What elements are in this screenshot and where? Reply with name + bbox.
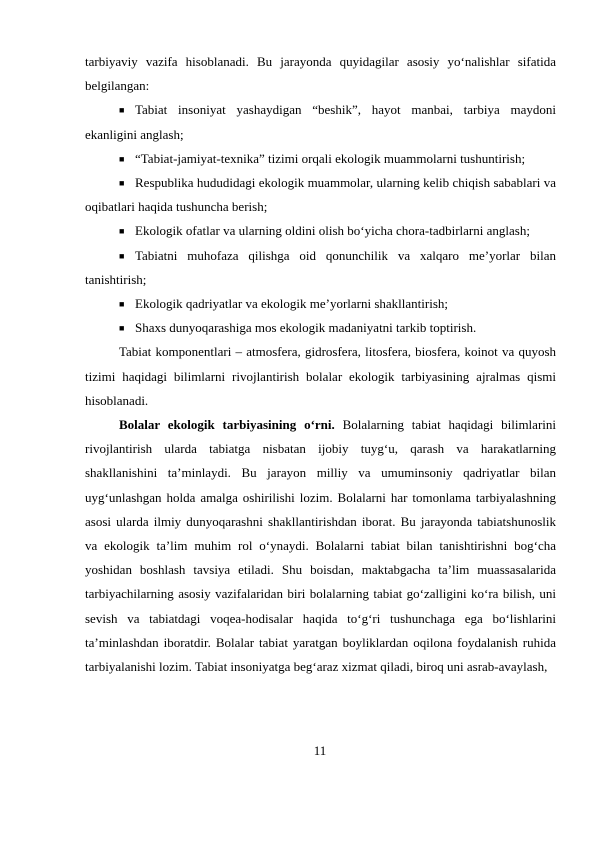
bullet-icon: ■ (119, 105, 125, 116)
bullet-text: Ekologik ofatlar va ularning oldini olish bo‘yicha chora-tadbirlarni anglash; (135, 223, 530, 239)
bullet-item-7 (85, 316, 556, 340)
bullet-icon: ■ (119, 178, 125, 189)
bullet-item-1 (85, 98, 556, 146)
bullet-icon: ■ (119, 250, 125, 261)
bullet-text: Ekologik qadriyatlar va ekologik me’yorlarni shakllantirish; (135, 296, 449, 312)
tabiat-komponentlari-paragraph: Tabiat komponentlari – atmosfera, gidrosfera, litosfera, biosfera, koinot va quyosh tizimi haqidagi bilimlarni rivojlantirish bolalar ekologik tarbiyasining ajralmas qismi hisoblanadi. (85, 344, 556, 408)
bullet-text: Shaxs dunyoqarashiga mos ekologik madaniyatni tarkib toptirish. (135, 320, 477, 336)
bullet-item-6 (85, 292, 556, 316)
bullet-icon: ■ (119, 323, 125, 334)
bullet-item-2 (85, 147, 556, 171)
page-content (85, 50, 556, 679)
bullet-icon: ■ (119, 299, 125, 310)
bullet-icon: ■ (119, 153, 125, 164)
bullet-text: Tabiat insoniyat yashaydigan “beshik”, hayot manbai, tarbiya maydoni ekanligini anglash; (85, 102, 556, 142)
bullet-item-5 (85, 244, 556, 292)
section-body: Bolalarning tabiat haqidagi bilimlarini rivojlantirish ularda tabiatga nisbatan ijobiy tuyg‘u, qarash va harakatlarning shakllanishini ta’minlaydi. Bu jarayon milliy va umuminsoniy qadriyatlar bilan uyg‘unlashgan holda amalga oshirilishi lozim. Bolalarni har tomonlama tarbiyalashning asosi ularda ilmiy dunyoqarashni shakllantirishdan iborat. Bu jarayonda tabiatshunoslik va ekologik ta’lim muhim rol o‘ynaydi. Bolalarni tabiat bilan tanishtirishni bog‘cha yoshidan boshlash tavsiya etiladi. Shu boisdan, maktabgacha ta’lim muassasalarida tarbiyachilarning asosiy vazifalaridan biri bolalarning tabiat go‘zalligini ko‘ra bilish, uni sevish va tabiatdagi voqea-hodisalar haqida to‘g‘ri tushunchaga ega bo‘lishlarini ta’minlashdan iboratdir. Bolalar tabiat yaratgan boyliklardan oqilona foydalanish ruhida tarbiyalanishi lozim. Tabiat insoniyatga beg‘araz xizmat qiladi, biroq uni asrab-avaylash, (85, 417, 556, 675)
bullet-item-3 (85, 171, 556, 219)
section-heading: Bolalar ekologik tarbiyasining o‘rni. (119, 417, 335, 433)
bullet-text: Tabiatni muhofaza qilishga oid qonunchilik va xalqaro me’yorlar bilan tanishtirish; (85, 247, 556, 287)
page-number: 11 (313, 743, 327, 758)
ekologik-tarbiya-paragraph (85, 413, 556, 679)
bullet-text: Respublika hududidagi ekologik muammolar, ularning kelib chiqish sabablari va oqibatlari haqida tushuncha berish; (85, 175, 556, 215)
bullet-text: “Tabiat-jamiyat-texnika” tizimi orqali ekologik muammolarni tushuntirish; (135, 150, 526, 166)
intro-paragraph: tarbiyaviy vazifa hisoblanadi. Bu jarayonda quyidagilar asosiy yo‘nalishlar sifatida belgilangan: (85, 54, 556, 94)
bullet-icon: ■ (119, 226, 125, 237)
bullet-item-4 (85, 219, 556, 243)
